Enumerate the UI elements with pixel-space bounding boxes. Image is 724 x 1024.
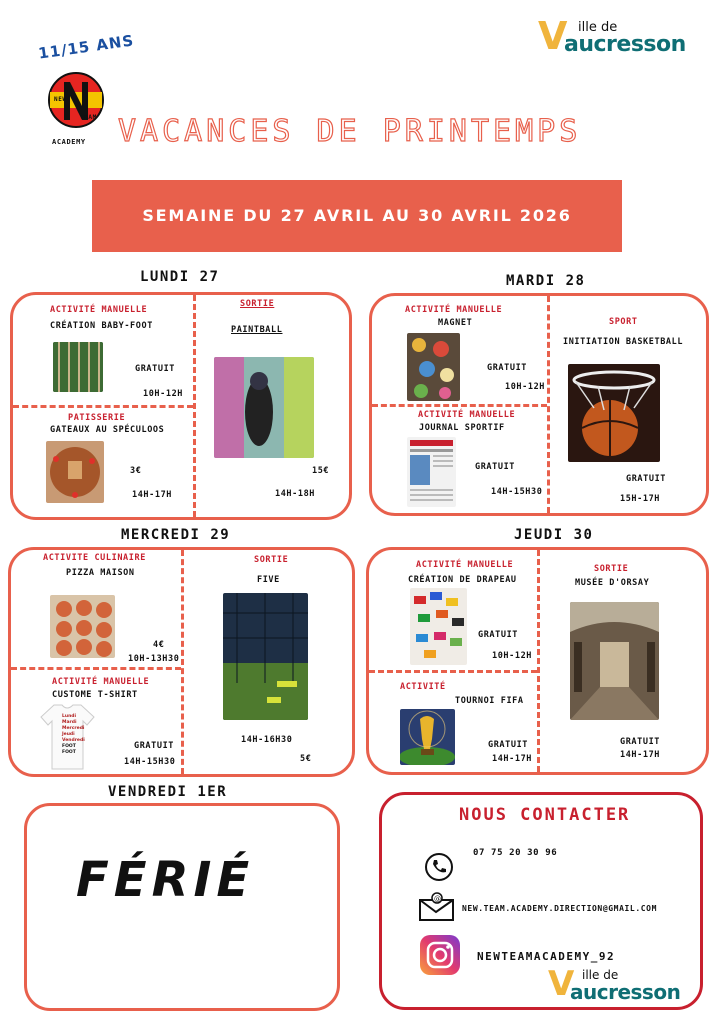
activity-time: 10H-12H [492,651,533,661]
magnet-photo [407,333,460,401]
activity-price: GRATUIT [135,364,176,374]
cake-photo [46,441,104,503]
activity-price: GRATUIT [487,363,528,373]
divider [11,667,181,670]
activity-name: MUSÉE D'ORSAY [575,578,650,588]
divider [547,296,550,513]
divider [181,550,184,774]
activity-price: 5€ [300,754,312,764]
activity-time: 10H-12H [505,382,546,392]
ferie-label: FÉRIÉ [76,852,255,908]
activity-time: 15H-17H [620,494,661,504]
newspaper-icon [407,437,456,507]
week-text: SEMAINE DU 27 AVRIL AU 30 AVRIL 2026 [142,206,572,225]
activity-name: FIVE [257,575,280,585]
tshirt-line: FOOT [62,744,76,749]
activity-price: GRATUIT [620,737,661,747]
activity-name: CRÉATION BABY-FOOT [50,321,153,331]
activity-price: GRATUIT [488,740,529,750]
logo-big-text: aucresson [564,32,686,57]
activity-time: 14H-17H [620,750,661,760]
babyfoot-photo [53,342,103,392]
activity-name: PAINTBALL [231,325,283,335]
activity-type: ACTIVITÉ MANUELLE [52,677,150,687]
orsay-photo [570,602,659,720]
email-icon [419,892,455,922]
page-title: VACANCES DE PRINTEMPS [118,114,582,149]
instagram-glyph [419,934,461,976]
activity-price: 4€ [153,640,165,650]
badge-top-text: NEW [54,96,67,103]
divider [537,550,540,772]
tshirt-line: Mardi [62,720,77,725]
activity-name: INITIATION BASKETBALL [563,337,684,347]
museum-icon [570,602,659,720]
age-label: 11/15 ANS [37,31,136,63]
logo-small-text: ille de [582,968,619,982]
phone-number[interactable]: 07 75 20 30 96 [473,848,558,858]
basketball-icon [568,364,660,462]
table-football-icon [53,342,103,392]
activity-price: 3€ [130,466,142,476]
activity-type: SORTIE [594,564,629,574]
fifa-photo [400,709,455,765]
basketball-photo [568,364,660,462]
phone-icon [424,852,454,882]
divider [13,405,193,408]
tshirt-line: Mercredi [62,726,85,731]
activity-type: SORTIE [240,299,275,309]
activity-time: 14H-17H [132,490,173,500]
divider [193,295,196,517]
activity-name: TOURNOI FIFA [455,696,524,706]
activity-time: 14H-17H [492,754,533,764]
magnet-icon [407,333,460,401]
tshirt-line: Lundi [62,714,77,719]
instagram-icon[interactable] [419,934,461,976]
badge-bottom-text: ACADEMY [52,138,86,146]
journal-photo [407,437,456,507]
activity-type: ACTIVITÉ [400,682,446,692]
paintball-photo [214,357,314,458]
tshirt-line: FOOT [62,750,76,755]
instagram-handle[interactable]: NEWTEAMACADEMY_92 [477,950,616,963]
activity-name: GATEAUX AU SPÉCULOOS [50,425,165,435]
logo-v-letter: V [548,964,575,1004]
logo-small-text: ille de [578,20,618,35]
paintball-icon [214,357,314,458]
tshirt-line: Vendredi [62,738,85,743]
activity-time: 14H-16H30 [241,735,293,745]
activity-type: ACTIVITÉ MANUELLE [405,305,503,315]
trophy-icon [400,709,455,765]
activity-price: GRATUIT [134,741,175,751]
activity-time: 10H-13H30 [128,654,180,664]
logo-big-text: aucresson [570,980,681,1004]
vaucresson-logo-bottom [548,964,698,1004]
activity-price: GRATUIT [626,474,667,484]
day-title-mardi: MARDI 28 [506,273,586,289]
day-title-mercredi: MERCREDI 29 [121,527,231,543]
activity-type: SORTIE [254,555,289,565]
activity-time: 14H-15H30 [124,757,176,767]
activity-name: MAGNET [438,318,473,328]
activity-name: CUSTOME T-SHIRT [52,690,138,700]
divider [372,404,547,407]
activity-price: GRATUIT [478,630,519,640]
activity-name: PIZZA MAISON [66,568,135,578]
logo-v-letter: V [538,14,568,58]
activity-type: ACTIVITÉ MANUELLE [416,560,514,570]
day-title-vendredi: VENDREDI 1ER [108,784,228,800]
divider [369,670,537,673]
svg-text:@: @ [434,895,441,903]
vaucresson-logo [538,14,708,58]
tshirt-line: Jeudi [62,732,75,737]
five-photo [223,593,308,720]
email-address[interactable]: NEW.TEAM.ACADEMY.DIRECTION@GMAIL.COM [462,904,657,913]
activity-type: PATISSERIE [68,413,126,423]
pizza-icon [50,595,115,658]
activity-time: 14H-15H30 [491,487,543,497]
activity-type: ACTIVITÉ MANUELLE [50,305,148,315]
five-field-icon [223,593,308,720]
phone-glyph [424,852,454,882]
flags-icon [410,588,467,665]
activity-price: 15€ [312,466,330,476]
badge-mid-text: TEAM [80,114,97,121]
activity-type: SPORT [609,317,638,327]
activity-time: 10H-12H [143,389,184,399]
flags-photo [410,588,467,665]
tshirt-text [62,714,85,756]
day-title-jeudi: JEUDI 30 [514,527,594,543]
day-title-lundi: LUNDI 27 [140,269,220,285]
activity-time: 14H-18H [275,489,316,499]
week-banner [92,180,622,252]
contact-title: NOUS CONTACTER [459,805,631,825]
cake-icon [46,441,104,503]
activity-type: ACTIVITÉ MANUELLE [418,410,516,420]
envelope-glyph [419,892,455,922]
activity-name: JOURNAL SPORTIF [419,423,505,433]
activity-price: GRATUIT [475,462,516,472]
activity-name: CRÉATION DE DRAPEAU [408,575,517,585]
activity-type: ACTIVITE CULINAIRE [43,553,146,563]
pizza-photo [50,595,115,658]
